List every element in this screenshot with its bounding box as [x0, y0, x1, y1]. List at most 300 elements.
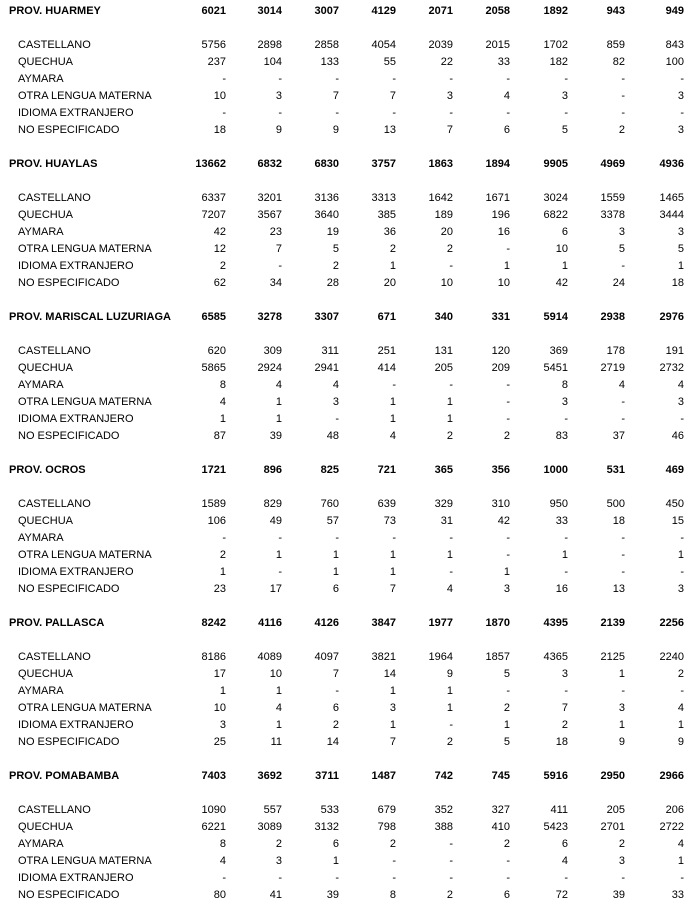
province-total-cell: 6021	[201, 5, 226, 17]
table-row	[0, 377, 688, 393]
value-cell: 4	[677, 379, 684, 391]
value-cell: 2	[219, 549, 226, 561]
province-total-cell: 531	[606, 464, 625, 476]
value-cell: 10	[555, 243, 568, 255]
value-cell: 42	[497, 515, 510, 527]
value-cell: -	[506, 855, 510, 867]
value-cell: 206	[665, 804, 684, 816]
value-cell: 1	[332, 566, 339, 578]
value-cell: 2	[618, 838, 625, 850]
value-cell: 20	[383, 277, 396, 289]
value-cell: 1	[446, 549, 453, 561]
value-cell: 39	[326, 889, 339, 901]
value-cell: 3	[561, 396, 568, 408]
value-cell: -	[335, 73, 339, 85]
value-cell: 8186	[201, 651, 226, 663]
value-cell: 4	[275, 379, 282, 391]
value-cell: 20	[440, 226, 453, 238]
value-cell: 639	[377, 498, 396, 510]
value-cell: 4089	[257, 651, 282, 663]
value-cell: 2701	[600, 821, 625, 833]
value-cell: 7	[446, 124, 453, 136]
value-cell: -	[392, 73, 396, 85]
value-cell: 3	[561, 90, 568, 102]
value-cell: 3089	[257, 821, 282, 833]
value-cell: 1090	[201, 804, 226, 816]
value-cell: 3	[677, 583, 684, 595]
value-cell: 8	[389, 889, 396, 901]
value-cell: 7	[389, 736, 396, 748]
value-cell: 18	[671, 277, 684, 289]
value-cell: 1	[618, 719, 625, 731]
value-cell: 10	[269, 668, 282, 680]
value-cell: -	[278, 107, 282, 119]
province-block	[0, 459, 688, 612]
language-label: IDIOMA EXTRANJERO	[18, 872, 134, 884]
value-cell: 23	[269, 226, 282, 238]
province-total-cell: 2976	[659, 311, 684, 323]
value-cell: 3	[618, 226, 625, 238]
value-cell: -	[222, 872, 226, 884]
province-total-cell: 742	[434, 770, 453, 782]
value-cell: 1	[389, 413, 396, 425]
value-cell: -	[449, 838, 453, 850]
value-cell: 8	[219, 838, 226, 850]
value-cell: 3821	[371, 651, 396, 663]
value-cell: 410	[491, 821, 510, 833]
value-cell: 7	[332, 668, 339, 680]
language-label: OTRA LENGUA MATERNA	[18, 243, 152, 255]
value-cell: 311	[321, 345, 339, 357]
value-cell: 205	[606, 804, 625, 816]
value-cell: 2	[503, 838, 510, 850]
province-total-cell: 949	[665, 5, 684, 17]
table-row	[0, 547, 688, 563]
value-cell: 3	[503, 583, 510, 595]
value-cell: 104	[263, 56, 282, 68]
province-header-row	[0, 309, 688, 325]
value-cell: 3	[561, 668, 568, 680]
value-cell: -	[449, 855, 453, 867]
value-cell: -	[564, 73, 568, 85]
value-cell: 1	[446, 396, 453, 408]
table-row	[0, 360, 688, 376]
province-total-cell: 13662	[195, 158, 226, 170]
province-total-cell: 9905	[543, 158, 568, 170]
value-cell: 327	[491, 804, 510, 816]
value-cell: 36	[383, 226, 396, 238]
province-total-cell: 1000	[543, 464, 568, 476]
value-cell: 369	[549, 345, 568, 357]
province-header-row	[0, 768, 688, 784]
value-cell: 2	[446, 736, 453, 748]
value-cell: -	[680, 872, 684, 884]
value-cell: 4	[503, 90, 510, 102]
value-cell: 1	[275, 549, 282, 561]
value-cell: 1	[389, 396, 396, 408]
value-cell: 4	[446, 583, 453, 595]
value-cell: 1	[389, 566, 396, 578]
value-cell: 39	[612, 889, 625, 901]
value-cell: 1671	[485, 192, 510, 204]
value-cell: -	[506, 379, 510, 391]
province-total-cell: 825	[320, 464, 339, 476]
province-total-cell: 5914	[543, 311, 568, 323]
province-total-cell: 943	[606, 5, 625, 17]
value-cell: 9	[446, 668, 453, 680]
value-cell: 3	[618, 855, 625, 867]
value-cell: 1	[389, 549, 396, 561]
value-cell: 18	[213, 124, 226, 136]
value-cell: 2719	[600, 362, 625, 374]
language-label: OTRA LENGUA MATERNA	[18, 702, 152, 714]
value-cell: -	[278, 566, 282, 578]
language-label: IDIOMA EXTRANJERO	[18, 719, 134, 731]
value-cell: 5	[332, 243, 339, 255]
table-row	[0, 54, 688, 70]
value-cell: 8	[561, 379, 568, 391]
value-cell: 2941	[314, 362, 339, 374]
value-cell: 5	[618, 243, 625, 255]
province-total-cell: 4936	[659, 158, 684, 170]
value-cell: -	[335, 413, 339, 425]
value-cell: 178	[606, 345, 625, 357]
table-row	[0, 275, 688, 291]
value-cell: 329	[434, 498, 453, 510]
table-row	[0, 717, 688, 733]
value-cell: -	[449, 719, 453, 731]
value-cell: -	[392, 379, 396, 391]
value-cell: -	[506, 685, 510, 697]
province-block	[0, 0, 688, 153]
value-cell: 1	[275, 685, 282, 697]
value-cell: 6	[561, 838, 568, 850]
value-cell: 6	[332, 583, 339, 595]
value-cell: 1702	[543, 39, 568, 51]
value-cell: 106	[207, 515, 226, 527]
value-cell: 16	[497, 226, 510, 238]
value-cell: 3	[275, 855, 282, 867]
province-total-cell: 671	[377, 311, 396, 323]
value-cell: 9	[677, 736, 684, 748]
value-cell: -	[392, 107, 396, 119]
value-cell: -	[680, 413, 684, 425]
value-cell: 3136	[314, 192, 339, 204]
table-row	[0, 734, 688, 750]
value-cell: 13	[383, 124, 396, 136]
value-cell: 3	[446, 90, 453, 102]
value-cell: 1	[561, 260, 568, 272]
value-cell: 11	[270, 736, 282, 748]
value-cell: 414	[377, 362, 396, 374]
value-cell: -	[621, 532, 625, 544]
value-cell: -	[449, 260, 453, 272]
value-cell: -	[278, 73, 282, 85]
value-cell: 7	[332, 90, 339, 102]
value-cell: 2	[332, 260, 339, 272]
value-cell: 1	[677, 549, 684, 561]
value-cell: 14	[383, 668, 396, 680]
province-total-cell: 2938	[600, 311, 625, 323]
table-row	[0, 496, 688, 512]
province-total-cell: 721	[377, 464, 396, 476]
value-cell: 9	[332, 124, 339, 136]
province-total-cell: 3278	[257, 311, 282, 323]
value-cell: 191	[665, 345, 684, 357]
value-cell: 15	[671, 515, 684, 527]
value-cell: 1	[446, 413, 453, 425]
value-cell: 237	[207, 56, 226, 68]
value-cell: 2	[503, 702, 510, 714]
value-cell: 1589	[201, 498, 226, 510]
value-cell: 4365	[543, 651, 568, 663]
value-cell: -	[222, 107, 226, 119]
value-cell: -	[506, 107, 510, 119]
value-cell: 859	[606, 39, 625, 51]
value-cell: 3201	[257, 192, 282, 204]
value-cell: -	[564, 107, 568, 119]
value-cell: 1642	[428, 192, 453, 204]
value-cell: -	[564, 685, 568, 697]
language-label: QUECHUA	[18, 515, 74, 527]
value-cell: 7	[561, 702, 568, 714]
table-row	[0, 343, 688, 359]
value-cell: 5	[561, 124, 568, 136]
value-cell: 3378	[600, 209, 625, 221]
value-cell: 1	[503, 566, 510, 578]
province-block	[0, 306, 688, 459]
province-header-row	[0, 462, 688, 478]
table-row	[0, 564, 688, 580]
province-block	[0, 612, 688, 765]
language-label: NO ESPECIFICADO	[18, 430, 120, 442]
language-label: AYMARA	[18, 838, 64, 850]
value-cell: 3	[677, 396, 684, 408]
language-label: IDIOMA EXTRANJERO	[18, 260, 134, 272]
value-cell: 209	[491, 362, 510, 374]
language-label: CASTELLANO	[18, 345, 91, 357]
value-cell: 57	[326, 515, 339, 527]
value-cell: -	[506, 73, 510, 85]
value-cell: -	[621, 872, 625, 884]
value-cell: 533	[320, 804, 339, 816]
value-cell: 1857	[485, 651, 510, 663]
table-row	[0, 88, 688, 104]
province-total-cell: 1977	[428, 617, 453, 629]
value-cell: 1	[503, 260, 510, 272]
language-label: OTRA LENGUA MATERNA	[18, 855, 152, 867]
value-cell: 10	[497, 277, 510, 289]
value-cell: 309	[263, 345, 282, 357]
value-cell: -	[449, 107, 453, 119]
value-cell: 37	[612, 430, 625, 442]
value-cell: 205	[434, 362, 453, 374]
province-total-cell: 2966	[659, 770, 684, 782]
table-row	[0, 37, 688, 53]
value-cell: 4	[219, 396, 226, 408]
value-cell: -	[621, 396, 625, 408]
value-cell: -	[506, 872, 510, 884]
province-total-cell: 4395	[543, 617, 568, 629]
value-cell: 6	[332, 702, 339, 714]
value-cell: 2	[446, 430, 453, 442]
value-cell: 310	[491, 498, 510, 510]
table-row	[0, 836, 688, 852]
value-cell: 2125	[600, 651, 625, 663]
province-total-cell: 3847	[371, 617, 396, 629]
language-label: OTRA LENGUA MATERNA	[18, 549, 152, 561]
value-cell: 7207	[201, 209, 226, 221]
value-cell: 2	[677, 668, 684, 680]
value-cell: 2	[446, 243, 453, 255]
value-cell: 39	[269, 430, 282, 442]
value-cell: -	[278, 532, 282, 544]
value-cell: -	[449, 532, 453, 544]
province-total-cell: 3711	[315, 770, 339, 782]
table-row	[0, 513, 688, 529]
value-cell: 1	[219, 566, 226, 578]
value-cell: 9	[618, 736, 625, 748]
value-cell: 34	[269, 277, 282, 289]
value-cell: 2924	[257, 362, 282, 374]
value-cell: 4	[677, 702, 684, 714]
value-cell: 10	[213, 702, 226, 714]
value-cell: -	[564, 566, 568, 578]
value-cell: 42	[213, 226, 226, 238]
province-total-cell: 4969	[600, 158, 625, 170]
value-cell: 2	[275, 838, 282, 850]
value-cell: 24	[612, 277, 625, 289]
value-cell: 2	[219, 260, 226, 272]
province-name: PROV. OCROS	[9, 464, 86, 476]
value-cell: 2	[389, 243, 396, 255]
value-cell: 251	[377, 345, 396, 357]
value-cell: 3	[219, 719, 226, 731]
table-row	[0, 241, 688, 257]
table-row	[0, 122, 688, 138]
province-total-cell: 3307	[314, 311, 339, 323]
table-row	[0, 394, 688, 410]
value-cell: -	[621, 549, 625, 561]
value-cell: 557	[263, 804, 282, 816]
province-header-row	[0, 156, 688, 172]
province-total-cell: 3007	[314, 5, 339, 17]
value-cell: 1	[618, 668, 625, 680]
province-name: PROV. PALLASCA	[9, 617, 105, 629]
value-cell: 4054	[371, 39, 396, 51]
value-cell: -	[564, 872, 568, 884]
table-row	[0, 649, 688, 665]
value-cell: 13	[612, 583, 625, 595]
language-label: QUECHUA	[18, 668, 74, 680]
province-total-cell: 365	[434, 464, 453, 476]
value-cell: 2	[389, 838, 396, 850]
value-cell: 22	[440, 56, 453, 68]
value-cell: -	[680, 685, 684, 697]
value-cell: 1559	[600, 192, 625, 204]
table-row	[0, 819, 688, 835]
value-cell: -	[335, 872, 339, 884]
value-cell: 4	[275, 702, 282, 714]
value-cell: 3024	[543, 192, 568, 204]
value-cell: 33	[555, 515, 568, 527]
province-name: PROV. POMABAMBA	[9, 770, 120, 782]
value-cell: 6337	[201, 192, 226, 204]
province-total-cell: 6832	[257, 158, 282, 170]
value-cell: 2240	[659, 651, 684, 663]
value-cell: -	[392, 532, 396, 544]
province-header-row	[0, 615, 688, 631]
value-cell: 3313	[371, 192, 396, 204]
value-cell: -	[222, 532, 226, 544]
value-cell: 23	[213, 583, 226, 595]
value-cell: 2732	[659, 362, 684, 374]
value-cell: 2858	[314, 39, 339, 51]
value-cell: -	[335, 107, 339, 119]
value-cell: 1	[446, 685, 453, 697]
language-label: CASTELLANO	[18, 498, 91, 510]
value-cell: 3	[677, 124, 684, 136]
language-label: OTRA LENGUA MATERNA	[18, 90, 152, 102]
value-cell: 950	[549, 498, 568, 510]
value-cell: -	[680, 566, 684, 578]
table-row	[0, 105, 688, 121]
province-name: PROV. MARISCAL LUZURIAGA	[9, 311, 171, 323]
language-label: NO ESPECIFICADO	[18, 124, 120, 136]
value-cell: 3444	[659, 209, 684, 221]
value-cell: 385	[377, 209, 396, 221]
value-cell: -	[449, 73, 453, 85]
value-cell: 82	[612, 56, 625, 68]
province-total-cell: 1487	[371, 770, 396, 782]
province-name: PROV. HUARMEY	[9, 5, 101, 17]
value-cell: -	[680, 107, 684, 119]
value-cell: 1	[389, 260, 396, 272]
value-cell: 620	[207, 345, 226, 357]
value-cell: 16	[555, 583, 568, 595]
language-label: AYMARA	[18, 73, 64, 85]
value-cell: 4	[677, 838, 684, 850]
value-cell: -	[449, 872, 453, 884]
value-cell: 41	[269, 889, 282, 901]
province-total-cell: 3692	[257, 770, 282, 782]
value-cell: -	[621, 107, 625, 119]
value-cell: -	[564, 532, 568, 544]
province-total-cell: 1892	[543, 5, 568, 17]
language-label: QUECHUA	[18, 362, 74, 374]
table-row	[0, 428, 688, 444]
value-cell: 7	[389, 90, 396, 102]
value-cell: 196	[491, 209, 510, 221]
value-cell: 2039	[428, 39, 453, 51]
language-label: AYMARA	[18, 226, 64, 238]
province-total-cell: 340	[434, 311, 453, 323]
language-label: CASTELLANO	[18, 804, 91, 816]
value-cell: 388	[434, 821, 453, 833]
value-cell: 411	[550, 804, 568, 816]
value-cell: 100	[665, 56, 684, 68]
province-total-cell: 1870	[485, 617, 510, 629]
language-label: CASTELLANO	[18, 651, 91, 663]
language-label: AYMARA	[18, 685, 64, 697]
value-cell: -	[680, 532, 684, 544]
language-label: CASTELLANO	[18, 39, 91, 51]
value-cell: -	[278, 872, 282, 884]
province-total-cell: 1894	[485, 158, 510, 170]
value-cell: 46	[671, 430, 684, 442]
value-cell: 55	[383, 56, 396, 68]
value-cell: 48	[326, 430, 339, 442]
